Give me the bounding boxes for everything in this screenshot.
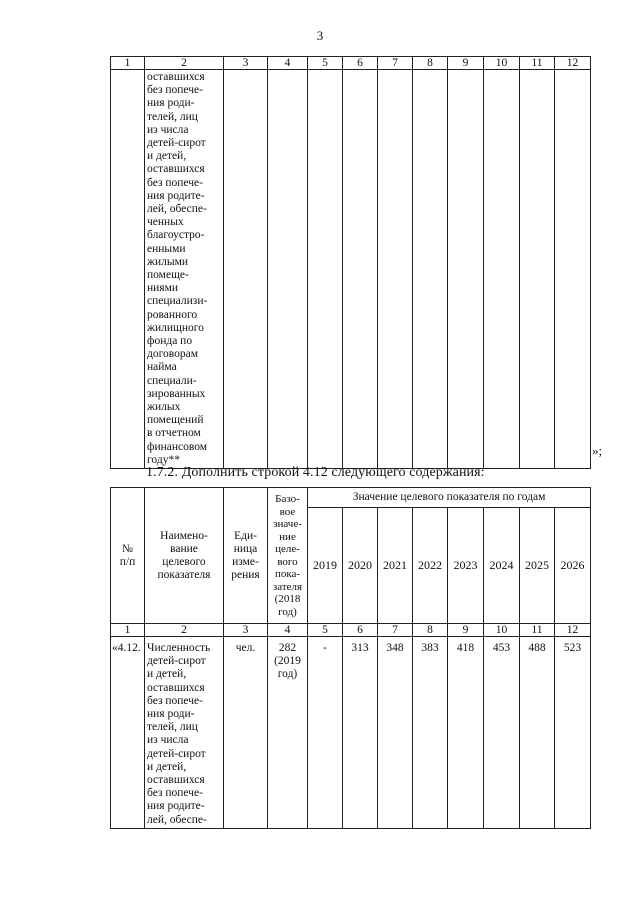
empty-cell bbox=[268, 70, 308, 469]
col-num-10: 10 bbox=[484, 57, 520, 70]
col-num-11: 11 bbox=[520, 624, 555, 637]
col-num-2: 2 bbox=[145, 57, 224, 70]
col-num-11: 11 bbox=[520, 57, 555, 70]
header-values-by-year: Значение целевого показателя по годам bbox=[308, 488, 591, 508]
empty-cell bbox=[484, 70, 520, 469]
col-num-5: 5 bbox=[308, 624, 343, 637]
col-num-6: 6 bbox=[343, 624, 378, 637]
col-num-1: 1 bbox=[111, 624, 145, 637]
col-num-5: 5 bbox=[308, 57, 343, 70]
col-num-4: 4 bbox=[268, 624, 308, 637]
empty-cell bbox=[224, 70, 268, 469]
col-num-7: 7 bbox=[378, 57, 413, 70]
empty-cell bbox=[343, 70, 378, 469]
col-num-10: 10 bbox=[484, 624, 520, 637]
col-num-1: 1 bbox=[111, 57, 145, 70]
header-year: 2025 bbox=[520, 508, 555, 624]
table-row bbox=[111, 70, 591, 469]
value-cell: 453 bbox=[484, 637, 520, 829]
empty-cell bbox=[378, 70, 413, 469]
value-cell: 523 bbox=[555, 637, 591, 829]
col-num-3: 3 bbox=[224, 624, 268, 637]
header-row-1 bbox=[111, 488, 591, 508]
header-year: 2024 bbox=[484, 508, 520, 624]
empty-cell bbox=[555, 70, 591, 469]
col-num-3: 3 bbox=[224, 57, 268, 70]
header-num: № п/п bbox=[111, 488, 145, 624]
closing-mark: »; bbox=[592, 443, 603, 458]
value-cell: 418 bbox=[448, 637, 484, 829]
row-number: «4.12. bbox=[111, 637, 145, 829]
header-unit: Еди- ница изме- рения bbox=[224, 488, 268, 624]
col-num-4: 4 bbox=[268, 57, 308, 70]
section-paragraph: 1.7.2. Дополнить строкой 4.12 следующего содержания: bbox=[146, 465, 485, 480]
table-row bbox=[111, 637, 591, 829]
col-num-9: 9 bbox=[448, 624, 484, 637]
header-year: 2026 bbox=[555, 508, 591, 624]
col-num-8: 8 bbox=[413, 624, 448, 637]
value-cell: 313 bbox=[343, 637, 378, 829]
col-num-12: 12 bbox=[555, 624, 591, 637]
empty-cell bbox=[111, 70, 145, 469]
page-number: 3 bbox=[316, 28, 324, 43]
value-cell: - bbox=[308, 637, 343, 829]
empty-cell bbox=[520, 70, 555, 469]
unit-cell: чел. bbox=[224, 637, 268, 829]
value-cell: 348 bbox=[378, 637, 413, 829]
header-year: 2023 bbox=[448, 508, 484, 624]
header-year: 2021 bbox=[378, 508, 413, 624]
col-num-12: 12 bbox=[555, 57, 591, 70]
empty-cell bbox=[413, 70, 448, 469]
column-number-row bbox=[111, 624, 591, 637]
col-num-6: 6 bbox=[343, 57, 378, 70]
value-cell: 383 bbox=[413, 637, 448, 829]
empty-cell bbox=[448, 70, 484, 469]
header-base-value: Базо- вое значе- ние целе- вого пока- зателя (2018 год) bbox=[268, 488, 308, 624]
value-cell: 488 bbox=[520, 637, 555, 829]
header-year: 2020 bbox=[343, 508, 378, 624]
column-number-row bbox=[111, 57, 591, 70]
col-num-8: 8 bbox=[413, 57, 448, 70]
header-year: 2022 bbox=[413, 508, 448, 624]
indicator-table bbox=[110, 487, 591, 829]
indicator-name: Численность детей-сирот и детей, оставшихся без попече- ния роди- телей, лиц из числа детей-сирот и детей, оставшихся без попече- ния родите- лей, обеспе- bbox=[145, 637, 224, 829]
continued-table bbox=[110, 56, 591, 469]
header-year: 2019 bbox=[308, 508, 343, 624]
indicator-name-continued: оставшихся без попече- ния роди- телей, лиц из числа детей-сирот и детей, оставшихся без попече- ния родите- лей, обеспе- ченных благоустро- енными жилыми помеще- ниями специализи- рованного жилищного фонда по договорам найма специали- зированных жилых помещений в отчетном финансовом году** bbox=[145, 70, 224, 469]
empty-cell bbox=[308, 70, 343, 469]
col-num-2: 2 bbox=[145, 624, 224, 637]
col-num-7: 7 bbox=[378, 624, 413, 637]
col-num-9: 9 bbox=[448, 57, 484, 70]
base-value-cell: 282 (2019 год) bbox=[268, 637, 308, 829]
header-indicator-name: Наимено- вание целевого показателя bbox=[145, 488, 224, 624]
